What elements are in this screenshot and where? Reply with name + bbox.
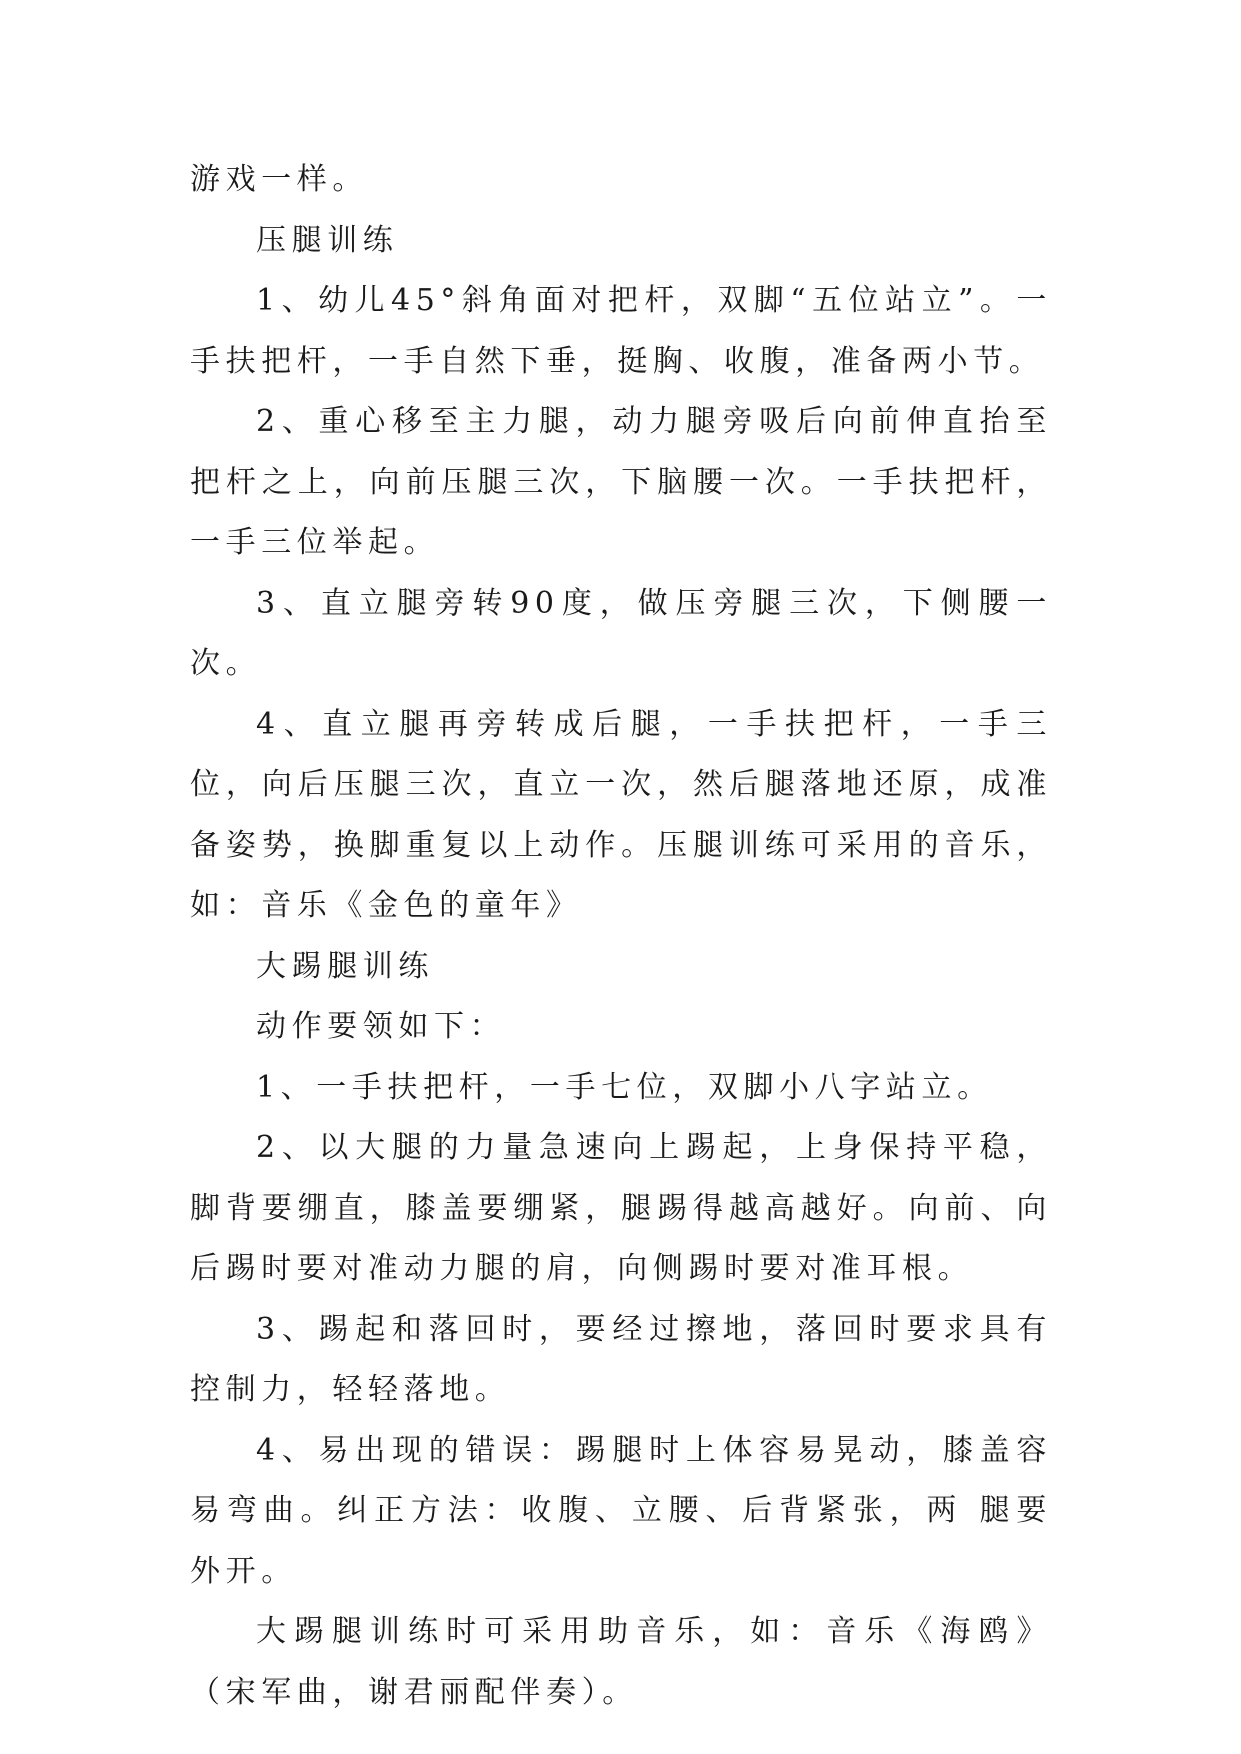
- paragraph-big-kick-step-4: 4、易出现的错误：踢腿时上体容易晃动，膝盖容易弯曲。纠正方法：收腹、立腰、后背紧张，两 腿要外开。: [190, 1432, 1052, 1589]
- paragraph-big-kick-intro: 动作要领如下：: [256, 1009, 506, 1044]
- paragraph-big-kick-step-3: 3、踢起和落回时，要经过擦地，落回时要求具有控制力，轻轻落地。: [190, 1311, 1052, 1407]
- paragraph-leg-press-step-2: 2、重心移至主力腿，动力腿旁吸后向前伸直抬至把杆之上，向前压腿三次，下脑腰一次。一手扶把杆，一手三位举起。: [190, 404, 1052, 560]
- paragraph-big-kick-step-1: 1、一手扶把杆，一手七位，双脚小八字站立。: [256, 1069, 993, 1105]
- section-heading-big-kick: 大踢腿训练: [256, 948, 434, 984]
- section-heading-leg-press: 压腿训练: [256, 222, 399, 258]
- paragraph-big-kick-step-2: 2、以大腿的力量急速向上踢起，上身保持平稳，脚背要绷直，膝盖要绷紧，腿踢得越高越好。向前、向后踢时要对准动力腿的肩，向侧踢时要对准耳根。: [190, 1130, 1052, 1286]
- paragraph-big-kick-music: 大踢腿训练时可采用助音乐，如：音乐《海鸥》（宋军曲，谢君丽配伴奏）。: [190, 1614, 1052, 1710]
- paragraph-leg-press-step-3: 3、直立腿旁转90度，做压旁腿三次，下侧腰一次。: [190, 585, 1052, 681]
- document-body: [190, 150, 1052, 1723]
- paragraph-leg-press-step-1: 1、幼儿45°斜角面对把杆，双脚“五位站立”。一手扶把杆，一手自然下垂，挺胸、收腹，准备两小节。: [190, 283, 1052, 379]
- paragraph-leg-press-step-4: 4、直立腿再旁转成后腿，一手扶把杆，一手三位，向后压腿三次，直立一次，然后腿落地还原，成准备姿势，换脚重复以上动作。压腿训练可采用的音乐，如：音乐《金色的童年》: [190, 706, 1052, 923]
- paragraph-continuation: 游戏一样。: [190, 162, 368, 197]
